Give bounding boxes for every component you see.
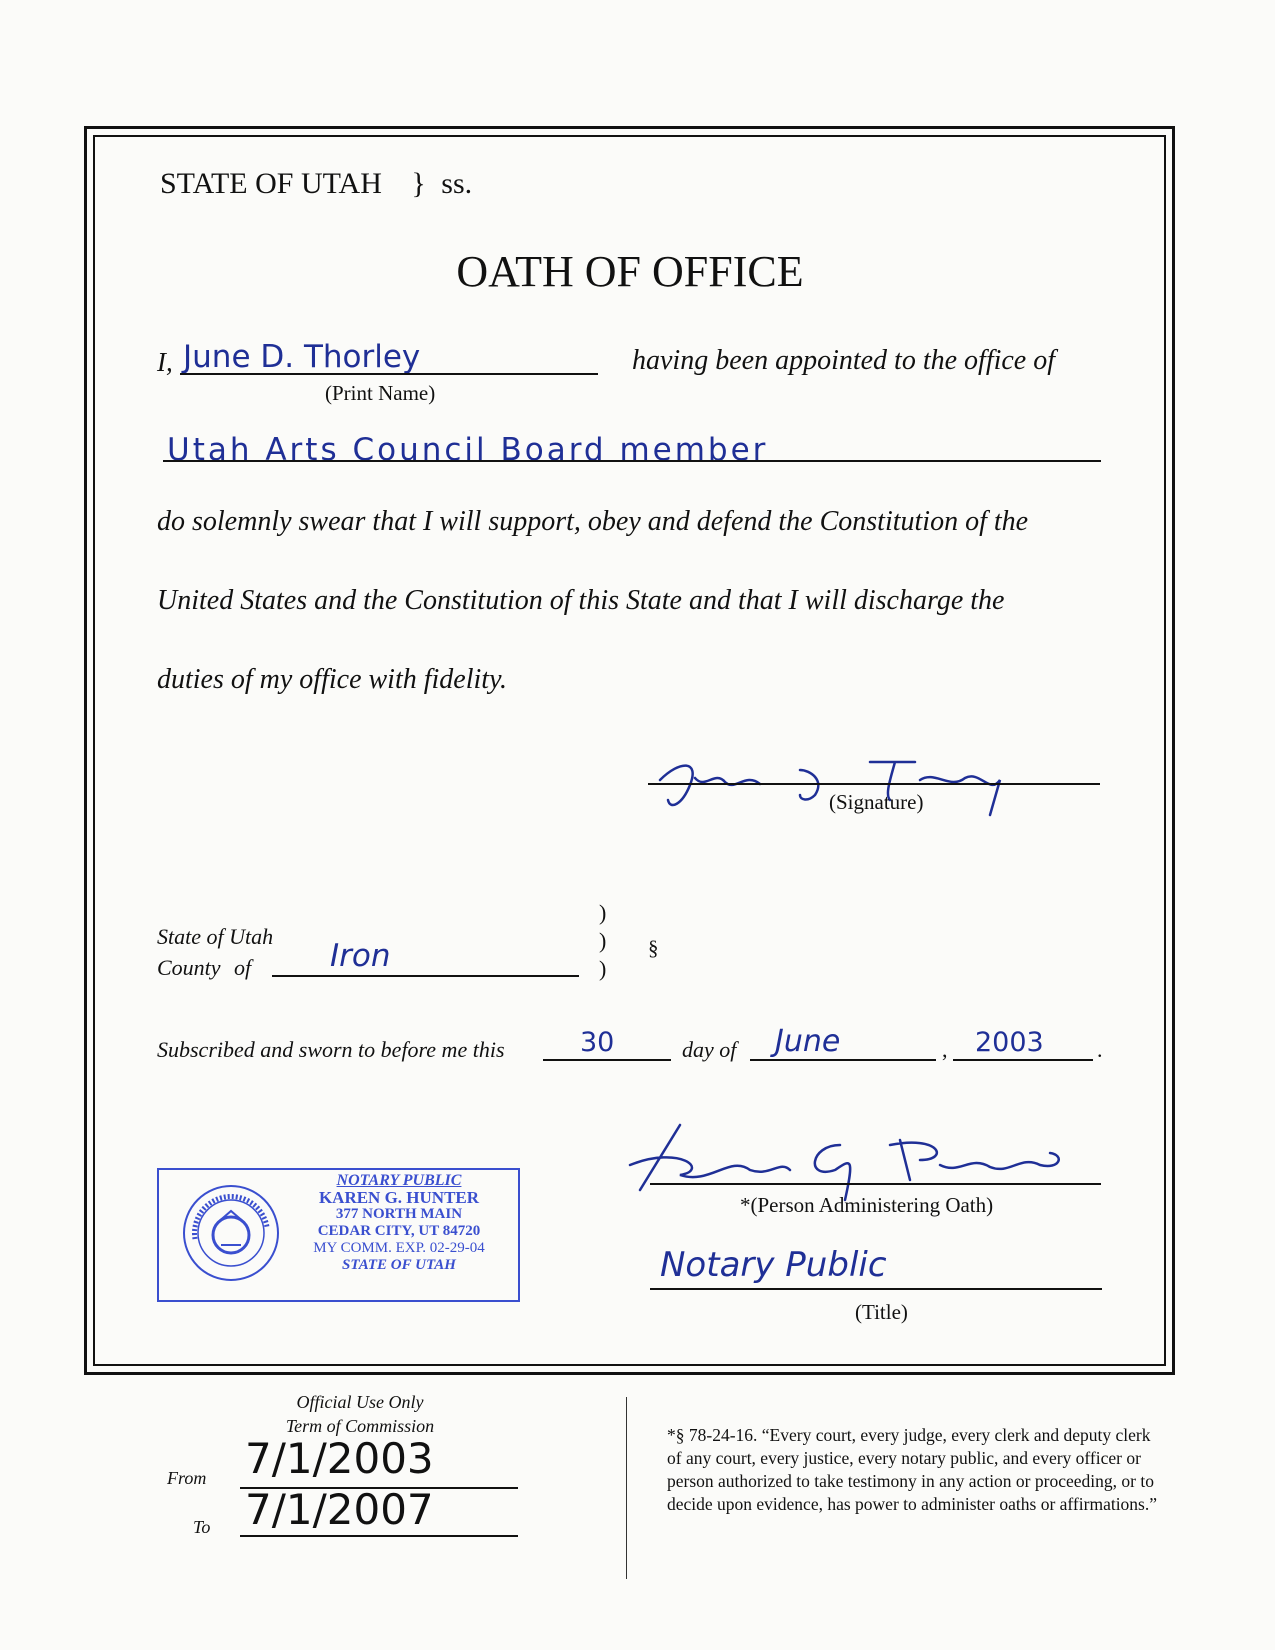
day-line xyxy=(543,1059,671,1061)
oath-line-3: duties of my office with fidelity. xyxy=(157,664,507,695)
office-line xyxy=(163,460,1101,462)
official-heading xyxy=(250,1390,470,1438)
vertical-divider xyxy=(626,1397,627,1579)
county-line xyxy=(272,975,579,977)
print-name-label: (Print Name) xyxy=(325,381,436,405)
stamp-state: STATE OF UTAH xyxy=(342,1257,456,1273)
stamp-name: KAREN G. HUNTER xyxy=(318,1188,480,1207)
stamp-expiration: MY COMM. EXP. 02-29-04 xyxy=(313,1240,485,1256)
administrator-signature xyxy=(620,1115,1080,1205)
oath-line-2: United States and the Constitution of this State and that I will discharge the xyxy=(157,585,1005,616)
paren-3: ) xyxy=(599,956,607,981)
name-line xyxy=(180,373,598,375)
to-value: 7/1/2007 xyxy=(245,1485,434,1534)
sworn-prefix: Subscribed and sworn to before me this xyxy=(157,1037,505,1062)
sworn-month: June xyxy=(775,1024,841,1059)
to-line xyxy=(240,1535,518,1537)
ss-label: ss. xyxy=(441,167,473,200)
oath-line-1: do solemnly swear that I will support, obey and defend the Constitution of the xyxy=(157,506,1029,537)
title-line xyxy=(650,1288,1102,1290)
sworn-day: 30 xyxy=(580,1027,615,1058)
stamp-text xyxy=(284,1172,514,1274)
administrator-line xyxy=(650,1183,1101,1185)
printed-name: June D. Thorley xyxy=(183,339,421,375)
signature-label: (Signature) xyxy=(829,790,924,814)
sworn-year: 2003 xyxy=(975,1027,1044,1058)
official-use-only: Official Use Only xyxy=(296,1392,424,1412)
appointed-text: having been appointed to the office of xyxy=(632,345,1056,376)
state-header xyxy=(160,167,472,201)
stamp-notary-public: NOTARY PUBLIC xyxy=(336,1172,462,1189)
stamp-address: 377 NORTH MAIN xyxy=(335,1206,463,1222)
date-period: . xyxy=(1097,1037,1103,1062)
title-value: Notary Public xyxy=(660,1245,887,1285)
pronoun-i: I, xyxy=(157,347,173,377)
title-label: (Title) xyxy=(855,1300,908,1324)
day-of-label: day of xyxy=(682,1037,737,1062)
date-comma: , xyxy=(942,1037,948,1062)
month-line xyxy=(750,1059,936,1061)
to-label: To xyxy=(193,1517,211,1537)
state-seal-icon xyxy=(181,1183,281,1283)
section-symbol: § xyxy=(648,936,659,960)
venue-state: State of Utah xyxy=(157,924,274,949)
brace: } xyxy=(411,167,426,200)
stamp-city: CEDAR CITY, UT 84720 xyxy=(317,1223,481,1239)
paren-2: ) xyxy=(599,928,607,953)
venue-county-label: County of xyxy=(157,955,252,980)
year-line xyxy=(953,1059,1093,1061)
state-header-text: STATE OF UTAH xyxy=(160,167,382,200)
statute-text: *§ 78-24-16. “Every court, every judge, every clerk and deputy clerk of any court, every justice, every notary public, and every officer or person authorized to take testimony in any action or proceeding, or to decide upon evidence, has power to administer oaths or affirmations.” xyxy=(667,1425,1158,1514)
from-value: 7/1/2003 xyxy=(245,1434,434,1483)
notary-stamp xyxy=(157,1168,520,1302)
signature-line xyxy=(648,783,1100,785)
document-title: OATH OF OFFICE xyxy=(456,247,804,296)
administrator-label: *(Person Administering Oath) xyxy=(740,1193,994,1217)
county-value: Iron xyxy=(330,938,391,974)
office-name: Utah Arts Council Board member xyxy=(167,432,769,468)
from-label: From xyxy=(167,1468,207,1488)
paren-1: ) xyxy=(599,900,607,925)
term-of-commission: Term of Commission xyxy=(285,1416,435,1436)
